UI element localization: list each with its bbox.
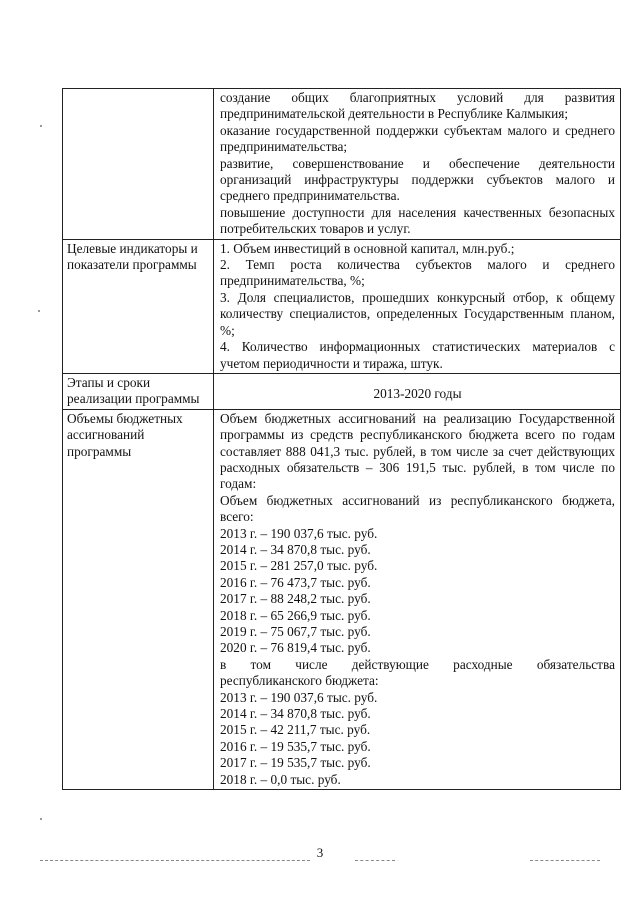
funding-year-line: 2019 г. – 75 067,7 тыс. руб. [220,624,371,639]
funding-subhead-total: Объем бюджетных ассигнований из республиканского бюджета, всего: [220,492,615,525]
scan-speck [38,310,40,312]
funding-label: Объемы бюджетных ассигнований программы [63,409,214,789]
goal-item: развитие, совершенствование и обеспечение деятельности организаций инфраструктуры поддержки субъектов малого и среднего предпринимательства. [220,155,615,204]
indicator-item: 1. Объем инвестиций в основной капитал, млн.руб.; [220,240,515,256]
goal-item: оказание государственной поддержки субъектам малого и среднего предпринимательства; [220,122,615,155]
footer-rule-right [530,860,600,861]
funding-year-line: 2020 г. – 76 819,4 тыс. руб. [220,640,371,656]
funding-current-year-line: 2013 г. – 190 037,6 тыс. руб. [220,689,378,705]
funding-value-cell [214,409,621,789]
program-passport-table [62,88,621,790]
funding-current-year-line: 2016 г. – 19 535,7 тыс. руб. [220,738,371,754]
funding-year-line: 2014 г. – 34 870,8 тыс. руб. [220,541,371,557]
indicator-item: 2. Темп роста количества субъектов малого и среднего предпринимательства, %; [220,257,615,289]
funding-year-line: 2016 г. – 76 473,7 тыс. руб. [220,574,371,590]
scan-speck [40,818,42,820]
stages-value: 2013-2020 годы [373,386,462,402]
indicators-label: Целевые индикаторы и показатели программы [63,239,214,373]
funding-year-line: 2017 г. – 88 248,2 тыс. руб. [220,591,371,607]
footer-rule-left [40,860,310,861]
funding-subhead-current: в том числе действующие расходные обязательства республиканского бюджета: [220,656,615,689]
stages-row [63,373,621,409]
funding-year-line: 2015 г. – 281 257,0 тыс. руб. [220,558,378,574]
footer-rule-mid [355,860,395,861]
goals-value-cell [214,89,621,240]
stages-value-cell [214,373,621,409]
funding-current-year-line: 2015 г. – 42 211,7 тыс. руб. [220,722,371,738]
indicator-item: 4. Количество информационных статистических материалов с учетом периодичности и тиража, штук. [220,339,615,371]
funding-current-year-line: 2018 г. – 0,0 тыс. руб. [220,771,341,787]
funding-year-line: 2018 г. – 65 266,9 тыс. руб. [220,607,371,623]
funding-row [63,409,621,789]
indicators-row [63,239,621,373]
page-number: 3 [316,845,324,860]
funding-year-line: 2013 г. – 190 037,6 тыс. руб. [220,525,378,541]
goal-item: создание общих благоприятных условий для развития предпринимательской деятельности в Республике Калмыкия; [220,90,615,122]
goal-item: повышение доступности для населения качественных безопасных потребительских товаров и услуг. [220,204,615,237]
funding-current-year-line: 2014 г. – 34 870,8 тыс. руб. [220,706,371,722]
goals-label-cell [63,89,214,240]
indicators-value-cell [214,239,621,373]
goals-row [63,89,621,240]
stages-label: Этапы и сроки реализации программы [63,373,214,409]
funding-current-year-line: 2017 г. – 19 535,7 тыс. руб. [220,755,371,771]
indicator-item: 3. Доля специалистов, прошедших конкурсный отбор, к общему количеству специалистов, определенных Государственным планом, %; [220,289,615,338]
scan-speck [40,125,42,127]
funding-intro: Объем бюджетных ассигнований на реализацию Государственной программы из средств республиканского бюджета всего по годам составляет 888 041,3 тыс. рублей, в том числе за счет действующих расходных обязательств – 306 191,5 тыс. рублей, в том числе по годам: [220,410,615,492]
